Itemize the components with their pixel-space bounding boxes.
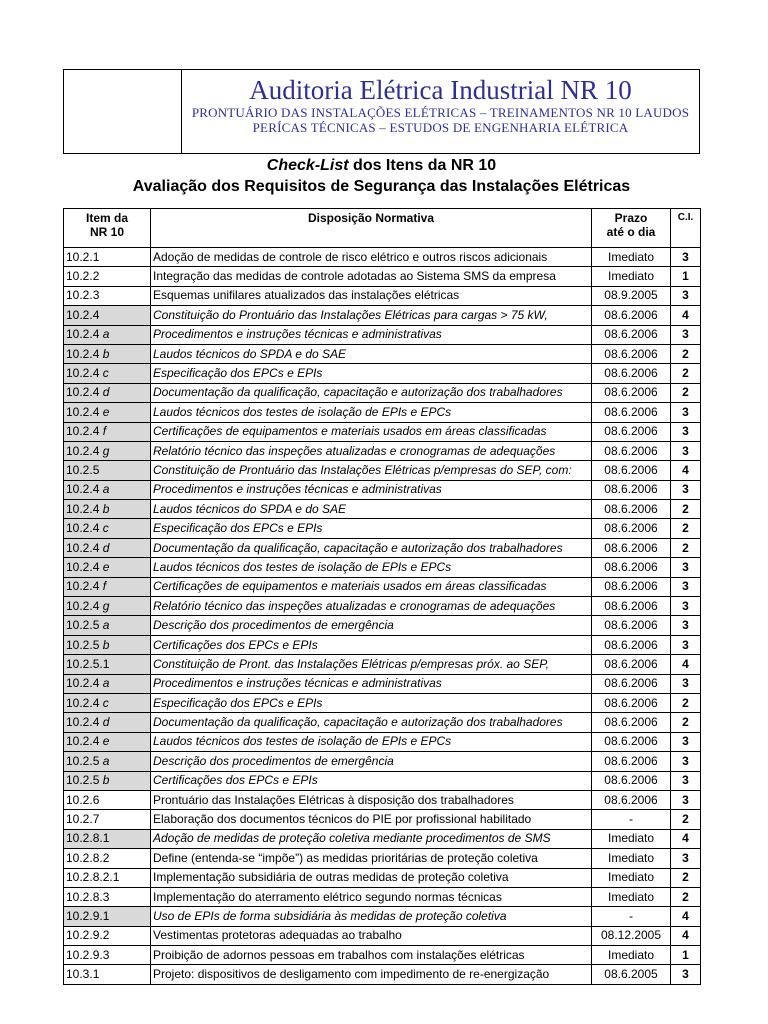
table-row xyxy=(64,344,701,363)
cell-ci: 3 xyxy=(671,286,701,305)
cell-prazo: 08.6.2006 xyxy=(592,403,671,422)
cell-prazo: 08.6.2006 xyxy=(592,655,671,674)
cell-item xyxy=(64,907,151,926)
cell-item xyxy=(64,519,151,538)
cell-item xyxy=(64,946,151,965)
table-row xyxy=(64,790,701,809)
cell-item xyxy=(64,887,151,906)
item-suffix: d xyxy=(102,715,110,730)
cell-prazo: 08.6.2006 xyxy=(592,558,671,577)
item-number: 10.2.9.1 xyxy=(66,908,110,923)
cell-disposicao: Descrição dos procedimentos de emergência xyxy=(151,752,592,771)
item-number: 10.2.4 xyxy=(66,559,100,574)
cell-ci: 1 xyxy=(671,267,701,286)
cell-ci: 4 xyxy=(671,926,701,945)
cell-ci: 3 xyxy=(671,752,701,771)
cell-ci: 3 xyxy=(671,422,701,441)
cell-ci: 4 xyxy=(671,306,701,325)
table-row xyxy=(64,441,701,460)
header-prazo-line-1: Prazo xyxy=(614,211,648,225)
logo-placeholder xyxy=(64,70,182,153)
item-number: 10.2.4 xyxy=(66,521,100,536)
cell-prazo: 08.6.2006 xyxy=(592,713,671,732)
cell-item xyxy=(64,616,151,635)
item-suffix: g xyxy=(102,598,110,613)
item-number: 10.3.1 xyxy=(66,967,100,982)
checklist-title-italic: Check-List xyxy=(266,157,349,174)
cell-disposicao: Especificação dos EPCs e EPIs xyxy=(151,364,592,383)
cell-disposicao: Laudos técnicos dos testes de isolação de EPIs e EPCs xyxy=(151,732,592,751)
cell-item xyxy=(64,771,151,790)
item-number: 10.2.2 xyxy=(66,269,100,284)
item-suffix: c xyxy=(102,695,109,710)
cell-item xyxy=(64,267,151,286)
cell-prazo: 08.6.2006 xyxy=(592,693,671,712)
table-row xyxy=(64,849,701,868)
table-row xyxy=(64,480,701,499)
cell-item xyxy=(64,306,151,325)
cell-ci: 3 xyxy=(671,771,701,790)
item-number: 10.2.4 xyxy=(66,482,100,497)
cell-prazo: Imediato xyxy=(592,946,671,965)
cell-item xyxy=(64,752,151,771)
cell-ci: 2 xyxy=(671,810,701,829)
item-number: 10.2.9.2 xyxy=(66,928,110,943)
checklist-title-line-1 xyxy=(63,156,700,176)
cell-ci: 3 xyxy=(671,965,701,984)
cell-item xyxy=(64,829,151,848)
cell-prazo: 08.6.2006 xyxy=(592,500,671,519)
item-number: 10.2.5 xyxy=(66,753,100,768)
cell-prazo: 08.6.2006 xyxy=(592,577,671,596)
cell-ci: 3 xyxy=(671,732,701,751)
cell-disposicao: Laudos técnicos dos testes de isolação de EPIs e EPCs xyxy=(151,403,592,422)
item-suffix: e xyxy=(102,559,110,574)
cell-prazo: 08.6.2006 xyxy=(592,441,671,460)
cell-ci: 3 xyxy=(671,849,701,868)
cell-item xyxy=(64,597,151,616)
cell-disposicao: Documentação da qualificação, capacitação e autorização dos trabalhadores xyxy=(151,713,592,732)
cell-prazo: 08.6.2006 xyxy=(592,461,671,480)
table-row xyxy=(64,829,701,848)
table-row xyxy=(64,383,701,402)
cell-ci: 3 xyxy=(671,597,701,616)
item-suffix: a xyxy=(102,327,110,342)
table-row xyxy=(64,965,701,984)
item-suffix: f xyxy=(102,579,107,594)
cell-disposicao: Vestimentas protetoras adequadas ao trabalho xyxy=(151,926,592,945)
cell-item xyxy=(64,558,151,577)
item-number: 10.2.5 xyxy=(66,773,100,788)
cell-item xyxy=(64,635,151,654)
item-suffix: b xyxy=(102,501,110,516)
cell-disposicao: Documentação da qualificação, capacitação e autorização dos trabalhadores xyxy=(151,538,592,557)
item-number: 10.2.4 xyxy=(66,366,100,381)
cell-item xyxy=(64,344,151,363)
cell-disposicao: Define (entenda-se “impõe”) as medidas prioritárias de proteção coletiva xyxy=(151,849,592,868)
item-suffix: e xyxy=(102,404,110,419)
table-row xyxy=(64,306,701,325)
cell-ci: 2 xyxy=(671,500,701,519)
cell-disposicao: Implementação do aterramento elétrico segundo normas técnicas xyxy=(151,887,592,906)
item-suffix: g xyxy=(102,443,110,458)
item-number: 10.2.4 xyxy=(66,715,100,730)
table-row xyxy=(64,674,701,693)
cell-ci: 4 xyxy=(671,655,701,674)
item-suffix: d xyxy=(102,540,110,555)
cell-disposicao: Documentação da qualificação, capacitação e autorização dos trabalhadores xyxy=(151,383,592,402)
cell-prazo: 08.6.2006 xyxy=(592,519,671,538)
cell-item xyxy=(64,713,151,732)
item-number: 10.2.4 xyxy=(66,695,100,710)
cell-ci: 3 xyxy=(671,480,701,499)
cell-disposicao: Procedimentos e instruções técnicas e administrativas xyxy=(151,480,592,499)
cell-item xyxy=(64,403,151,422)
cell-item xyxy=(64,674,151,693)
cell-item xyxy=(64,480,151,499)
cell-item xyxy=(64,364,151,383)
table-row xyxy=(64,325,701,344)
item-number: 10.2.7 xyxy=(66,812,100,827)
cell-item xyxy=(64,693,151,712)
cell-ci: 3 xyxy=(671,403,701,422)
cell-disposicao: Laudos técnicos do SPDA e do SAE xyxy=(151,500,592,519)
cell-disposicao: Proibição de adornos pessoas em trabalhos com instalações elétricas xyxy=(151,946,592,965)
cell-disposicao: Especificação dos EPCs e EPIs xyxy=(151,519,592,538)
item-number: 10.2.4 xyxy=(66,540,100,555)
cell-item xyxy=(64,655,151,674)
header-text xyxy=(182,70,699,153)
item-number: 10.2.4 xyxy=(66,734,100,749)
cell-ci: 3 xyxy=(671,577,701,596)
item-number: 10.2.8.2 xyxy=(66,850,110,865)
cell-disposicao: Constituição do Prontuário das Instalações Elétricas para cargas > 75 kW, xyxy=(151,306,592,325)
cell-disposicao: Uso de EPIs de forma subsidiária às medidas de proteção coletiva xyxy=(151,907,592,926)
item-number: 10.2.1 xyxy=(66,249,100,264)
header-prazo-line-2: até o dia xyxy=(606,225,656,239)
cell-disposicao: Descrição dos procedimentos de emergência xyxy=(151,616,592,635)
cell-ci: 3 xyxy=(671,248,701,267)
cell-ci: 2 xyxy=(671,383,701,402)
cell-item xyxy=(64,732,151,751)
cell-disposicao: Procedimentos e instruções técnicas e administrativas xyxy=(151,325,592,344)
table-row xyxy=(64,248,701,267)
item-number: 10.2.4 xyxy=(66,424,100,439)
item-number: 10.2.5 xyxy=(66,618,100,633)
cell-ci: 2 xyxy=(671,693,701,712)
cell-disposicao: Laudos técnicos dos testes de isolação de EPIs e EPCs xyxy=(151,558,592,577)
cell-prazo: 08.6.2006 xyxy=(592,422,671,441)
cell-ci: 2 xyxy=(671,519,701,538)
table-row xyxy=(64,635,701,654)
cell-prazo: - xyxy=(592,810,671,829)
cell-prazo: 08.6.2006 xyxy=(592,771,671,790)
table-header-row xyxy=(64,209,701,248)
item-suffix: b xyxy=(102,773,110,788)
cell-item xyxy=(64,461,151,480)
table-row xyxy=(64,810,701,829)
table-row xyxy=(64,771,701,790)
table-row xyxy=(64,500,701,519)
table-row xyxy=(64,364,701,383)
checklist-table xyxy=(63,208,701,985)
cell-ci: 4 xyxy=(671,829,701,848)
cell-disposicao: Integração das medidas de controle adotadas ao Sistema SMS da empresa xyxy=(151,267,592,286)
item-suffix: d xyxy=(102,385,110,400)
cell-prazo: Imediato xyxy=(592,887,671,906)
table-row xyxy=(64,655,701,674)
table-row xyxy=(64,616,701,635)
cell-ci: 3 xyxy=(671,616,701,635)
table-row xyxy=(64,403,701,422)
cell-prazo: 08.6.2006 xyxy=(592,732,671,751)
table-row xyxy=(64,422,701,441)
item-number: 10.2.4 xyxy=(66,385,100,400)
cell-prazo: Imediato xyxy=(592,868,671,887)
table-row xyxy=(64,538,701,557)
item-number: 10.2.8.2.1 xyxy=(66,870,120,885)
document-header xyxy=(63,69,700,154)
cell-item xyxy=(64,422,151,441)
item-number: 10.2.5 xyxy=(66,462,100,477)
item-number: 10.2.9.3 xyxy=(66,947,110,962)
table-row xyxy=(64,926,701,945)
header-ci: C.I. xyxy=(671,209,701,248)
cell-ci: 2 xyxy=(671,713,701,732)
cell-item xyxy=(64,965,151,984)
item-number: 10.2.4 xyxy=(66,404,100,419)
header-item xyxy=(64,209,151,248)
item-number: 10.2.6 xyxy=(66,792,100,807)
item-suffix: f xyxy=(102,424,107,439)
cell-prazo: Imediato xyxy=(592,267,671,286)
cell-prazo: 08.6.2006 xyxy=(592,597,671,616)
cell-ci: 3 xyxy=(671,635,701,654)
item-suffix: c xyxy=(102,521,109,536)
cell-item xyxy=(64,810,151,829)
cell-ci: 2 xyxy=(671,364,701,383)
cell-disposicao: Relatório técnico das inspeções atualizadas e cronogramas de adequações xyxy=(151,441,592,460)
cell-ci: 2 xyxy=(671,344,701,363)
item-suffix: b xyxy=(102,637,110,652)
item-number: 10.2.4 xyxy=(66,443,100,458)
cell-prazo: 08.6.2006 xyxy=(592,344,671,363)
cell-item xyxy=(64,790,151,809)
item-number: 10.2.8.1 xyxy=(66,831,110,846)
item-number: 10.2.5 xyxy=(66,637,100,652)
cell-ci: 2 xyxy=(671,538,701,557)
cell-disposicao: Constituição de Prontuário das Instalações Elétricas p/empresas do SEP, com: xyxy=(151,461,592,480)
cell-ci: 3 xyxy=(671,558,701,577)
cell-prazo: 08.6.2006 xyxy=(592,480,671,499)
cell-disposicao: Certificações dos EPCs e EPIs xyxy=(151,635,592,654)
table-row xyxy=(64,558,701,577)
cell-prazo: 08.6.2006 xyxy=(592,752,671,771)
header-item-line-1: Item da xyxy=(85,211,128,225)
cell-disposicao: Elaboração dos documentos técnicos do PIE por profissional habilitado xyxy=(151,810,592,829)
table-row xyxy=(64,887,701,906)
cell-disposicao: Implementação subsidiária de outras medidas de proteção coletiva xyxy=(151,868,592,887)
table-row xyxy=(64,519,701,538)
header-subtitle-line-1: PRONTUÁRIO DAS INSTALAÇÕES ELÉTRICAS – TREINAMENTOS NR 10 LAUDOS xyxy=(191,105,690,120)
header-subtitle-line-2: PERÍCAS TÉCNICAS – ESTUDOS DE ENGENHARIA ELÉTRICA xyxy=(252,120,629,135)
table-row xyxy=(64,597,701,616)
cell-disposicao: Relatório técnico das inspeções atualizadas e cronogramas de adequações xyxy=(151,597,592,616)
cell-disposicao: Prontuário das Instalações Elétricas à disposição dos trabalhadores xyxy=(151,790,592,809)
table-row xyxy=(64,732,701,751)
table-row xyxy=(64,693,701,712)
cell-ci: 4 xyxy=(671,907,701,926)
cell-item xyxy=(64,248,151,267)
item-suffix: b xyxy=(102,346,110,361)
cell-ci: 3 xyxy=(671,790,701,809)
header-disposicao: Disposição Normativa xyxy=(151,209,592,248)
item-suffix: c xyxy=(102,366,109,381)
item-number: 10.2.4 xyxy=(66,676,100,691)
cell-item xyxy=(64,500,151,519)
item-number: 10.2.4 xyxy=(66,327,100,342)
cell-disposicao: Especificação dos EPCs e EPIs xyxy=(151,693,592,712)
item-suffix: a xyxy=(102,482,110,497)
table-row xyxy=(64,267,701,286)
cell-prazo: 08.9.2005 xyxy=(592,286,671,305)
table-row xyxy=(64,907,701,926)
cell-item xyxy=(64,441,151,460)
cell-prazo: 08.6.2005 xyxy=(592,965,671,984)
cell-ci: 3 xyxy=(671,674,701,693)
cell-prazo: 08.6.2006 xyxy=(592,364,671,383)
cell-disposicao: Laudos técnicos do SPDA e do SAE xyxy=(151,344,592,363)
item-suffix: a xyxy=(102,753,110,768)
table-row xyxy=(64,752,701,771)
table-row xyxy=(64,946,701,965)
cell-item xyxy=(64,383,151,402)
table-row xyxy=(64,286,701,305)
cell-ci: 1 xyxy=(671,946,701,965)
cell-item xyxy=(64,849,151,868)
cell-prazo: Imediato xyxy=(592,849,671,868)
cell-prazo: 08.6.2006 xyxy=(592,616,671,635)
cell-ci: 3 xyxy=(671,441,701,460)
item-number: 10.2.4 xyxy=(66,307,100,322)
checklist-title xyxy=(63,156,700,198)
table-row xyxy=(64,868,701,887)
cell-item xyxy=(64,868,151,887)
cell-item xyxy=(64,325,151,344)
cell-disposicao: Esquemas unifilares atualizados das instalações elétricas xyxy=(151,286,592,305)
item-number: 10.2.5.1 xyxy=(66,656,110,671)
cell-ci: 4 xyxy=(671,461,701,480)
cell-disposicao: Projeto: dispositivos de desligamento com impedimento de re-energização xyxy=(151,965,592,984)
cell-disposicao: Certificações de equipamentos e materiais usados em áreas classificadas xyxy=(151,577,592,596)
header-item-line-2: NR 10 xyxy=(89,225,124,239)
cell-item xyxy=(64,538,151,557)
cell-prazo: - xyxy=(592,907,671,926)
cell-prazo: 08.6.2006 xyxy=(592,674,671,693)
cell-disposicao: Certificações dos EPCs e EPIs xyxy=(151,771,592,790)
item-number: 10.2.8.3 xyxy=(66,889,110,904)
cell-disposicao: Certificações de equipamentos e materiais usados em áreas classificadas xyxy=(151,422,592,441)
cell-item xyxy=(64,286,151,305)
item-number: 10.2.4 xyxy=(66,598,100,613)
table-row xyxy=(64,713,701,732)
item-suffix: a xyxy=(102,618,110,633)
table-row xyxy=(64,461,701,480)
checklist-subtitle: Avaliação dos Requisitos de Segurança das Instalações Elétricas xyxy=(132,178,631,195)
header-prazo xyxy=(592,209,671,248)
item-number: 10.2.4 xyxy=(66,501,100,516)
item-number: 10.2.3 xyxy=(66,288,100,303)
cell-disposicao: Adoção de medidas de controle de risco elétrico e outros riscos adicionais xyxy=(151,248,592,267)
cell-prazo: 08.6.2006 xyxy=(592,538,671,557)
cell-ci: 2 xyxy=(671,887,701,906)
checklist-title-rest: dos Itens da NR 10 xyxy=(348,157,497,174)
header-title: Auditoria Elétrica Industrial NR 10 xyxy=(249,75,632,105)
cell-prazo: 08.6.2006 xyxy=(592,790,671,809)
table-body xyxy=(64,248,701,985)
cell-prazo: Imediato xyxy=(592,829,671,848)
cell-disposicao: Adoção de medidas de proteção coletiva mediante procedimentos de SMS xyxy=(151,829,592,848)
cell-prazo: 08.6.2006 xyxy=(592,306,671,325)
cell-disposicao: Constituição de Pront. das Instalações Elétricas p/empresas próx. ao SEP, xyxy=(151,655,592,674)
item-number: 10.2.4 xyxy=(66,579,100,594)
item-number: 10.2.4 xyxy=(66,346,100,361)
cell-prazo: 08.6.2006 xyxy=(592,325,671,344)
item-suffix: a xyxy=(102,676,110,691)
cell-item xyxy=(64,577,151,596)
cell-item xyxy=(64,926,151,945)
cell-prazo: 08.6.2006 xyxy=(592,635,671,654)
cell-prazo: 08.6.2006 xyxy=(592,383,671,402)
cell-ci: 3 xyxy=(671,325,701,344)
cell-disposicao: Procedimentos e instruções técnicas e administrativas xyxy=(151,674,592,693)
cell-ci: 2 xyxy=(671,868,701,887)
cell-prazo: Imediato xyxy=(592,248,671,267)
item-suffix: e xyxy=(102,734,110,749)
cell-prazo: 08.12.2005 xyxy=(592,926,671,945)
table-row xyxy=(64,577,701,596)
